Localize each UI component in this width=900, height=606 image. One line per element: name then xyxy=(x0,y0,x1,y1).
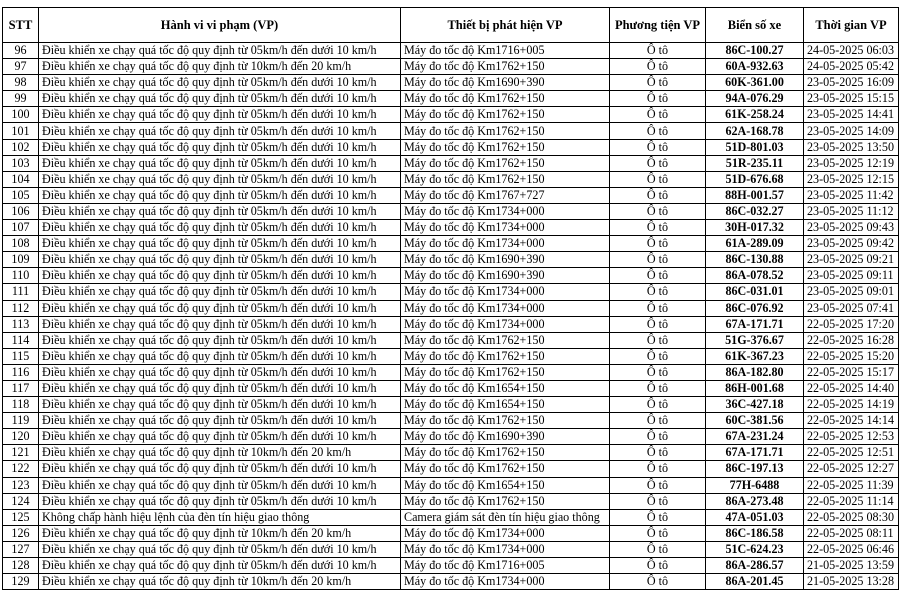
cell-vehicle: Ô tô xyxy=(610,252,706,268)
cell-plate: 86A-182.80 xyxy=(706,364,804,380)
cell-stt: 115 xyxy=(3,348,39,364)
cell-violation: Điều khiển xe chạy quá tốc độ quy định từ 05km/h đến dưới 10 km/h xyxy=(39,268,401,284)
cell-device: Máy đo tốc độ Km1654+150 xyxy=(401,380,610,396)
cell-stt: 98 xyxy=(3,75,39,91)
cell-vehicle: Ô tô xyxy=(610,509,706,525)
table-row xyxy=(3,187,899,203)
table-row xyxy=(3,461,899,477)
cell-device: Máy đo tốc độ Km1762+150 xyxy=(401,91,610,107)
cell-vehicle: Ô tô xyxy=(610,541,706,557)
cell-device: Máy đo tốc độ Km1654+150 xyxy=(401,397,610,413)
cell-stt: 112 xyxy=(3,300,39,316)
cell-plate: 77H-6488 xyxy=(706,477,804,493)
cell-device: Máy đo tốc độ Km1762+150 xyxy=(401,139,610,155)
cell-plate: 61A-289.09 xyxy=(706,236,804,252)
cell-time: 23-05-2025 11:42 xyxy=(804,187,899,203)
cell-plate: 51D-801.03 xyxy=(706,139,804,155)
table-row xyxy=(3,43,899,59)
cell-device: Máy đo tốc độ Km1734+000 xyxy=(401,525,610,541)
cell-violation: Điều khiển xe chạy quá tốc độ quy định từ 05km/h đến dưới 10 km/h xyxy=(39,316,401,332)
cell-time: 24-05-2025 05:42 xyxy=(804,59,899,75)
cell-stt: 118 xyxy=(3,397,39,413)
cell-device: Máy đo tốc độ Km1690+390 xyxy=(401,429,610,445)
header-plate: Biển số xe xyxy=(706,8,804,43)
cell-vehicle: Ô tô xyxy=(610,397,706,413)
cell-violation: Điều khiển xe chạy quá tốc độ quy định từ 05km/h đến dưới 10 km/h xyxy=(39,348,401,364)
cell-time: 23-05-2025 12:19 xyxy=(804,155,899,171)
cell-plate: 86C-076.92 xyxy=(706,300,804,316)
cell-plate: 86C-031.01 xyxy=(706,284,804,300)
cell-time: 23-05-2025 14:09 xyxy=(804,123,899,139)
cell-time: 23-05-2025 13:50 xyxy=(804,139,899,155)
cell-stt: 100 xyxy=(3,107,39,123)
cell-vehicle: Ô tô xyxy=(610,284,706,300)
table-row xyxy=(3,75,899,91)
cell-plate: 51C-624.23 xyxy=(706,541,804,557)
cell-device: Máy đo tốc độ Km1734+000 xyxy=(401,220,610,236)
cell-vehicle: Ô tô xyxy=(610,380,706,396)
cell-device: Máy đo tốc độ Km1762+150 xyxy=(401,123,610,139)
cell-violation: Điều khiển xe chạy quá tốc độ quy định từ 05km/h đến dưới 10 km/h xyxy=(39,429,401,445)
cell-time: 22-05-2025 14:14 xyxy=(804,413,899,429)
table-row xyxy=(3,171,899,187)
cell-violation: Điều khiển xe chạy quá tốc độ quy định từ 05km/h đến dưới 10 km/h xyxy=(39,43,401,59)
cell-violation: Điều khiển xe chạy quá tốc độ quy định từ 05km/h đến dưới 10 km/h xyxy=(39,203,401,219)
cell-plate: 94A-076.29 xyxy=(706,91,804,107)
cell-time: 23-05-2025 14:41 xyxy=(804,107,899,123)
table-row xyxy=(3,445,899,461)
cell-stt: 111 xyxy=(3,284,39,300)
cell-stt: 114 xyxy=(3,332,39,348)
cell-violation: Điều khiển xe chạy quá tốc độ quy định từ 05km/h đến dưới 10 km/h xyxy=(39,364,401,380)
cell-vehicle: Ô tô xyxy=(610,429,706,445)
cell-device: Máy đo tốc độ Km1716+005 xyxy=(401,558,610,574)
cell-plate: 62A-168.78 xyxy=(706,123,804,139)
cell-stt: 119 xyxy=(3,413,39,429)
cell-plate: 86H-001.68 xyxy=(706,380,804,396)
cell-violation: Điều khiển xe chạy quá tốc độ quy định từ 05km/h đến dưới 10 km/h xyxy=(39,541,401,557)
cell-plate: 67A-231.24 xyxy=(706,429,804,445)
cell-vehicle: Ô tô xyxy=(610,155,706,171)
cell-time: 22-05-2025 14:40 xyxy=(804,380,899,396)
cell-vehicle: Ô tô xyxy=(610,203,706,219)
table-row xyxy=(3,364,899,380)
cell-violation: Không chấp hành hiệu lệnh của đèn tín hiệu giao thông xyxy=(39,509,401,525)
cell-time: 22-05-2025 08:11 xyxy=(804,525,899,541)
cell-time: 22-05-2025 15:20 xyxy=(804,348,899,364)
cell-vehicle: Ô tô xyxy=(610,413,706,429)
cell-violation: Điều khiển xe chạy quá tốc độ quy định từ 05km/h đến dưới 10 km/h xyxy=(39,91,401,107)
cell-time: 22-05-2025 12:27 xyxy=(804,461,899,477)
cell-plate: 60A-932.63 xyxy=(706,59,804,75)
table-row xyxy=(3,91,899,107)
table-row xyxy=(3,59,899,75)
cell-violation: Điều khiển xe chạy quá tốc độ quy định từ 05km/h đến dưới 10 km/h xyxy=(39,75,401,91)
cell-plate: 86C-100.27 xyxy=(706,43,804,59)
cell-time: 23-05-2025 09:21 xyxy=(804,252,899,268)
cell-vehicle: Ô tô xyxy=(610,123,706,139)
cell-time: 22-05-2025 12:53 xyxy=(804,429,899,445)
table-body xyxy=(3,43,899,590)
cell-stt: 121 xyxy=(3,445,39,461)
cell-violation: Điều khiển xe chạy quá tốc độ quy định từ 05km/h đến dưới 10 km/h xyxy=(39,139,401,155)
cell-plate: 51D-676.68 xyxy=(706,171,804,187)
table-row xyxy=(3,525,899,541)
cell-device: Máy đo tốc độ Km1734+000 xyxy=(401,284,610,300)
cell-violation: Điều khiển xe chạy quá tốc độ quy định từ 10km/h đến 20 km/h xyxy=(39,525,401,541)
cell-violation: Điều khiển xe chạy quá tốc độ quy định từ 05km/h đến dưới 10 km/h xyxy=(39,284,401,300)
cell-vehicle: Ô tô xyxy=(610,477,706,493)
cell-time: 22-05-2025 16:28 xyxy=(804,332,899,348)
cell-device: Máy đo tốc độ Km1762+150 xyxy=(401,445,610,461)
cell-time: 23-05-2025 09:11 xyxy=(804,268,899,284)
cell-vehicle: Ô tô xyxy=(610,75,706,91)
cell-time: 22-05-2025 14:19 xyxy=(804,397,899,413)
cell-plate: 60K-361.00 xyxy=(706,75,804,91)
cell-plate: 60C-381.56 xyxy=(706,413,804,429)
cell-stt: 127 xyxy=(3,541,39,557)
cell-stt: 97 xyxy=(3,59,39,75)
cell-device: Máy đo tốc độ Km1762+150 xyxy=(401,155,610,171)
cell-time: 23-05-2025 09:01 xyxy=(804,284,899,300)
table-row xyxy=(3,316,899,332)
cell-plate: 67A-171.71 xyxy=(706,445,804,461)
table-row xyxy=(3,220,899,236)
cell-stt: 106 xyxy=(3,203,39,219)
table-row xyxy=(3,477,899,493)
table-row xyxy=(3,139,899,155)
cell-time: 23-05-2025 11:12 xyxy=(804,203,899,219)
cell-device: Máy đo tốc độ Km1716+005 xyxy=(401,43,610,59)
table-row xyxy=(3,284,899,300)
cell-device: Máy đo tốc độ Km1762+150 xyxy=(401,171,610,187)
cell-vehicle: Ô tô xyxy=(610,107,706,123)
cell-stt: 124 xyxy=(3,493,39,509)
cell-stt: 126 xyxy=(3,525,39,541)
cell-violation: Điều khiển xe chạy quá tốc độ quy định từ 05km/h đến dưới 10 km/h xyxy=(39,155,401,171)
cell-stt: 104 xyxy=(3,171,39,187)
cell-stt: 129 xyxy=(3,574,39,590)
cell-device: Máy đo tốc độ Km1734+000 xyxy=(401,236,610,252)
cell-stt: 116 xyxy=(3,364,39,380)
cell-plate: 86A-201.45 xyxy=(706,574,804,590)
cell-plate: 36C-427.18 xyxy=(706,397,804,413)
header-vehicle: Phương tiện VP xyxy=(610,8,706,43)
cell-stt: 96 xyxy=(3,43,39,59)
cell-violation: Điều khiển xe chạy quá tốc độ quy định từ 05km/h đến dưới 10 km/h xyxy=(39,332,401,348)
cell-time: 22-05-2025 15:17 xyxy=(804,364,899,380)
cell-stt: 113 xyxy=(3,316,39,332)
cell-device: Camera giám sát đèn tín hiệu giao thông xyxy=(401,509,610,525)
table-row xyxy=(3,236,899,252)
cell-stt: 107 xyxy=(3,220,39,236)
table-row xyxy=(3,300,899,316)
table-row xyxy=(3,574,899,590)
cell-stt: 101 xyxy=(3,123,39,139)
cell-violation: Điều khiển xe chạy quá tốc độ quy định từ 05km/h đến dưới 10 km/h xyxy=(39,220,401,236)
cell-vehicle: Ô tô xyxy=(610,493,706,509)
cell-stt: 120 xyxy=(3,429,39,445)
cell-vehicle: Ô tô xyxy=(610,268,706,284)
cell-plate: 67A-171.71 xyxy=(706,316,804,332)
cell-vehicle: Ô tô xyxy=(610,171,706,187)
cell-time: 23-05-2025 12:15 xyxy=(804,171,899,187)
cell-vehicle: Ô tô xyxy=(610,300,706,316)
cell-device: Máy đo tốc độ Km1690+390 xyxy=(401,252,610,268)
cell-plate: 51R-235.11 xyxy=(706,155,804,171)
cell-device: Máy đo tốc độ Km1762+150 xyxy=(401,461,610,477)
cell-vehicle: Ô tô xyxy=(610,43,706,59)
table-row xyxy=(3,413,899,429)
cell-plate: 86C-186.58 xyxy=(706,525,804,541)
cell-violation: Điều khiển xe chạy quá tốc độ quy định từ 05km/h đến dưới 10 km/h xyxy=(39,380,401,396)
cell-stt: 128 xyxy=(3,558,39,574)
cell-violation: Điều khiển xe chạy quá tốc độ quy định từ 10km/h đến 20 km/h xyxy=(39,59,401,75)
cell-time: 22-05-2025 08:30 xyxy=(804,509,899,525)
cell-plate: 61K-367.23 xyxy=(706,348,804,364)
table-row xyxy=(3,268,899,284)
cell-plate: 86C-197.13 xyxy=(706,461,804,477)
cell-device: Máy đo tốc độ Km1690+390 xyxy=(401,75,610,91)
table-row xyxy=(3,429,899,445)
cell-device: Máy đo tốc độ Km1762+150 xyxy=(401,493,610,509)
table-row xyxy=(3,203,899,219)
cell-vehicle: Ô tô xyxy=(610,525,706,541)
header-row xyxy=(3,8,899,43)
table-row xyxy=(3,509,899,525)
cell-vehicle: Ô tô xyxy=(610,236,706,252)
cell-violation: Điều khiển xe chạy quá tốc độ quy định từ 10km/h đến 20 km/h xyxy=(39,574,401,590)
cell-plate: 86A-286.57 xyxy=(706,558,804,574)
cell-violation: Điều khiển xe chạy quá tốc độ quy định từ 05km/h đến dưới 10 km/h xyxy=(39,252,401,268)
cell-device: Máy đo tốc độ Km1654+150 xyxy=(401,477,610,493)
cell-device: Máy đo tốc độ Km1762+150 xyxy=(401,413,610,429)
header-violation: Hành vi vi phạm (VP) xyxy=(39,8,401,43)
cell-time: 22-05-2025 06:46 xyxy=(804,541,899,557)
table-header xyxy=(3,8,899,43)
cell-violation: Điều khiển xe chạy quá tốc độ quy định từ 05km/h đến dưới 10 km/h xyxy=(39,123,401,139)
header-device: Thiết bị phát hiện VP xyxy=(401,8,610,43)
cell-device: Máy đo tốc độ Km1690+390 xyxy=(401,268,610,284)
cell-vehicle: Ô tô xyxy=(610,187,706,203)
cell-plate: 86C-130.88 xyxy=(706,252,804,268)
cell-time: 22-05-2025 17:20 xyxy=(804,316,899,332)
table-row xyxy=(3,332,899,348)
table-row xyxy=(3,397,899,413)
cell-plate: 86C-032.27 xyxy=(706,203,804,219)
cell-device: Máy đo tốc độ Km1762+150 xyxy=(401,107,610,123)
cell-time: 21-05-2025 13:28 xyxy=(804,574,899,590)
cell-plate: 86A-273.48 xyxy=(706,493,804,509)
table-row xyxy=(3,558,899,574)
violations-table xyxy=(2,7,899,590)
cell-vehicle: Ô tô xyxy=(610,91,706,107)
cell-stt: 102 xyxy=(3,139,39,155)
cell-device: Máy đo tốc độ Km1734+000 xyxy=(401,203,610,219)
cell-time: 23-05-2025 09:42 xyxy=(804,236,899,252)
cell-violation: Điều khiển xe chạy quá tốc độ quy định từ 05km/h đến dưới 10 km/h xyxy=(39,413,401,429)
cell-time: 21-05-2025 13:59 xyxy=(804,558,899,574)
cell-stt: 117 xyxy=(3,380,39,396)
cell-time: 23-05-2025 15:15 xyxy=(804,91,899,107)
cell-plate: 86A-078.52 xyxy=(706,268,804,284)
cell-stt: 110 xyxy=(3,268,39,284)
cell-stt: 99 xyxy=(3,91,39,107)
cell-time: 23-05-2025 16:09 xyxy=(804,75,899,91)
cell-device: Máy đo tốc độ Km1734+000 xyxy=(401,300,610,316)
cell-device: Máy đo tốc độ Km1767+727 xyxy=(401,187,610,203)
table-row xyxy=(3,380,899,396)
cell-violation: Điều khiển xe chạy quá tốc độ quy định từ 05km/h đến dưới 10 km/h xyxy=(39,493,401,509)
cell-plate: 88H-001.57 xyxy=(706,187,804,203)
cell-device: Máy đo tốc độ Km1762+150 xyxy=(401,348,610,364)
cell-time: 23-05-2025 07:41 xyxy=(804,300,899,316)
cell-violation: Điều khiển xe chạy quá tốc độ quy định từ 05km/h đến dưới 10 km/h xyxy=(39,461,401,477)
table-row xyxy=(3,348,899,364)
cell-device: Máy đo tốc độ Km1762+150 xyxy=(401,332,610,348)
table-row xyxy=(3,493,899,509)
cell-time: 22-05-2025 11:39 xyxy=(804,477,899,493)
cell-vehicle: Ô tô xyxy=(610,59,706,75)
cell-vehicle: Ô tô xyxy=(610,348,706,364)
cell-stt: 122 xyxy=(3,461,39,477)
cell-stt: 103 xyxy=(3,155,39,171)
cell-vehicle: Ô tô xyxy=(610,574,706,590)
cell-vehicle: Ô tô xyxy=(610,316,706,332)
cell-violation: Điều khiển xe chạy quá tốc độ quy định từ 05km/h đến dưới 10 km/h xyxy=(39,107,401,123)
cell-time: 22-05-2025 12:51 xyxy=(804,445,899,461)
cell-stt: 109 xyxy=(3,252,39,268)
header-stt: STT xyxy=(3,8,39,43)
cell-plate: 30H-017.32 xyxy=(706,220,804,236)
cell-violation: Điều khiển xe chạy quá tốc độ quy định từ 05km/h đến dưới 10 km/h xyxy=(39,171,401,187)
cell-stt: 105 xyxy=(3,187,39,203)
cell-violation: Điều khiển xe chạy quá tốc độ quy định từ 10km/h đến 20 km/h xyxy=(39,445,401,461)
cell-time: 22-05-2025 11:14 xyxy=(804,493,899,509)
table-row xyxy=(3,252,899,268)
cell-plate: 47A-051.03 xyxy=(706,509,804,525)
header-time: Thời gian VP xyxy=(804,8,899,43)
cell-time: 24-05-2025 06:03 xyxy=(804,43,899,59)
cell-vehicle: Ô tô xyxy=(610,139,706,155)
cell-device: Máy đo tốc độ Km1734+000 xyxy=(401,541,610,557)
cell-stt: 108 xyxy=(3,236,39,252)
cell-vehicle: Ô tô xyxy=(610,461,706,477)
cell-vehicle: Ô tô xyxy=(610,445,706,461)
cell-violation: Điều khiển xe chạy quá tốc độ quy định từ 05km/h đến dưới 10 km/h xyxy=(39,300,401,316)
cell-violation: Điều khiển xe chạy quá tốc độ quy định từ 05km/h đến dưới 10 km/h xyxy=(39,236,401,252)
cell-device: Máy đo tốc độ Km1762+150 xyxy=(401,59,610,75)
cell-violation: Điều khiển xe chạy quá tốc độ quy định từ 05km/h đến dưới 10 km/h xyxy=(39,477,401,493)
cell-vehicle: Ô tô xyxy=(610,364,706,380)
cell-stt: 125 xyxy=(3,509,39,525)
cell-vehicle: Ô tô xyxy=(610,558,706,574)
cell-vehicle: Ô tô xyxy=(610,220,706,236)
cell-plate: 61K-258.24 xyxy=(706,107,804,123)
cell-violation: Điều khiển xe chạy quá tốc độ quy định từ 05km/h đến dưới 10 km/h xyxy=(39,397,401,413)
table-row xyxy=(3,107,899,123)
table-row xyxy=(3,155,899,171)
table-row xyxy=(3,123,899,139)
cell-time: 23-05-2025 09:43 xyxy=(804,220,899,236)
cell-stt: 123 xyxy=(3,477,39,493)
cell-violation: Điều khiển xe chạy quá tốc độ quy định từ 05km/h đến dưới 10 km/h xyxy=(39,558,401,574)
cell-device: Máy đo tốc độ Km1734+000 xyxy=(401,574,610,590)
cell-vehicle: Ô tô xyxy=(610,332,706,348)
cell-device: Máy đo tốc độ Km1762+150 xyxy=(401,364,610,380)
table-row xyxy=(3,541,899,557)
cell-violation: Điều khiển xe chạy quá tốc độ quy định từ 05km/h đến dưới 10 km/h xyxy=(39,187,401,203)
cell-device: Máy đo tốc độ Km1734+000 xyxy=(401,316,610,332)
cell-plate: 51G-376.67 xyxy=(706,332,804,348)
